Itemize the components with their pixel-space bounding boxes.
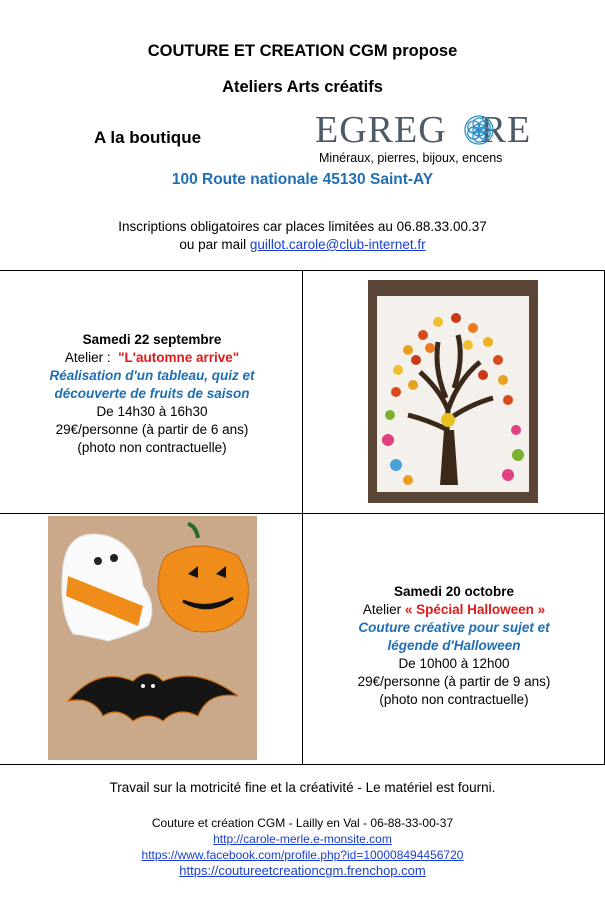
egregore-logo: [315, 110, 549, 150]
event-2-note: (photo non contractuelle): [379, 692, 529, 707]
event-2-desc-1: Couture créative pour sujet et: [358, 620, 550, 635]
title-line-1: COUTURE ET CREATION CGM propose: [147, 42, 458, 60]
flower-of-life-icon: [463, 114, 495, 146]
event-1-desc-1: Réalisation d'un tableau, quiz et: [49, 368, 255, 383]
facebook-link[interactable]: https://www.facebook.com/profile.php?id=100008494456720: [141, 848, 464, 862]
event-2-time: De 10h00 à 12h00: [398, 656, 510, 671]
email-line: [0, 237, 605, 252]
motricite-text: Travail sur la motricité fine et la créativité - Le matériel est fourni.: [109, 780, 496, 795]
shop-link[interactable]: https://coutureetcreationcgm.frenchop.com: [179, 863, 426, 878]
event-1-atelier-name: "L'automne arrive": [118, 350, 240, 365]
event-2-atelier: [322, 601, 586, 619]
inscriptions-line: Inscriptions obligatoires car places limitées au 06.88.33.00.37: [118, 219, 487, 234]
title-line-2: Ateliers Arts créatifs: [222, 78, 383, 96]
link-shop: [0, 863, 605, 878]
table-divider-vertical: [302, 270, 303, 764]
logo-word-end: RE: [480, 109, 532, 151]
event-2: [322, 583, 586, 709]
event-2-atelier-label: Atelier: [362, 602, 402, 617]
table-divider-horizontal: [0, 513, 605, 514]
address: 100 Route nationale 45130 Saint-AY: [171, 171, 434, 188]
event-1-desc-2: découverte de fruits de saison: [54, 386, 250, 401]
website-link[interactable]: http://carole-merle.e-monsite.com: [213, 832, 392, 846]
halloween-felt-photo: [48, 516, 257, 760]
contact-line: Couture et création CGM - Lailly en Val - 06-88-33-00-37: [151, 816, 454, 830]
boutique-label: A la boutique: [94, 128, 202, 147]
event-1-date: Samedi 22 septembre: [82, 332, 222, 347]
event-2-date: Samedi 20 octobre: [393, 584, 515, 599]
autumn-tree-photo: [368, 280, 538, 503]
event-1-atelier: [20, 349, 284, 367]
event-2-price: 29€/personne (à partir de 9 ans): [357, 674, 551, 689]
email-prefix: ou par mail: [179, 237, 250, 252]
link-facebook: [0, 848, 605, 862]
event-2-desc-2: légende d'Halloween: [387, 638, 521, 653]
email-link[interactable]: guillot.carole@club-internet.fr: [249, 237, 426, 252]
link-website: [0, 832, 605, 846]
event-1-time: De 14h30 à 16h30: [96, 404, 208, 419]
event-1: [20, 331, 284, 457]
event-1-note: (photo non contractuelle): [77, 440, 227, 455]
event-1-price: 29€/personne (à partir de 6 ans): [55, 422, 249, 437]
logo-word-start: EGREG: [315, 109, 447, 151]
logo-tagline: Minéraux, pierres, bijoux, encens: [319, 151, 503, 165]
event-1-atelier-label: Atelier :: [64, 350, 111, 365]
event-2-atelier-name: « Spécial Halloween »: [404, 602, 546, 617]
